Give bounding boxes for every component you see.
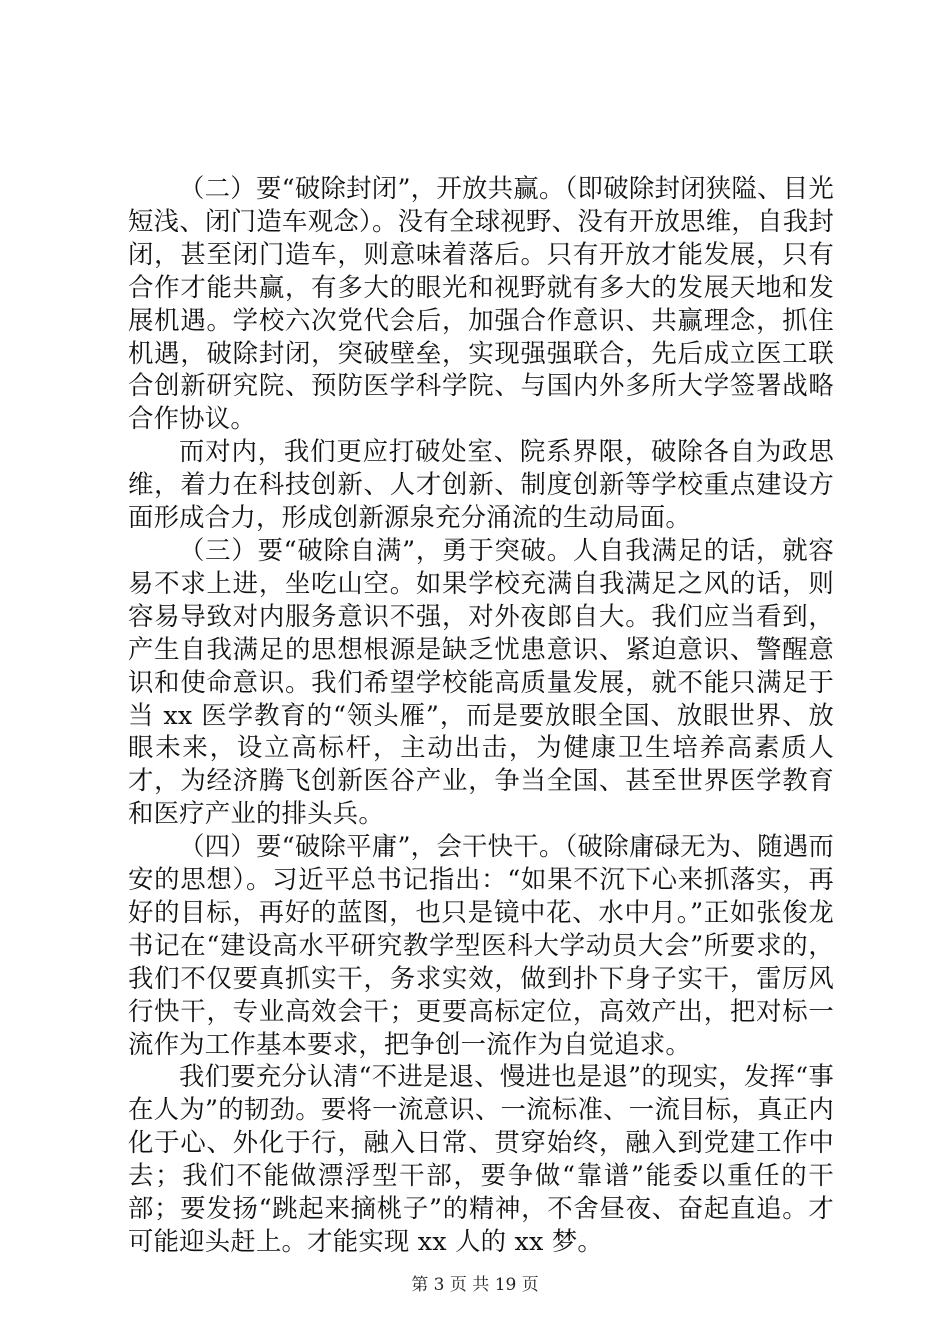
paragraph-break-mediocrity: （四）要“破除平庸”，会干快干。（破除庸碌无为、随遇而安的思想）。习近平总书记指出：“如果不沉下心来抓落实，再好的目标，再好的蓝图，也只是镜中花、水中月。”正如张俊龙书记在“建设高水平研究教学型医科大学动员大会”所要求的，我们不仅要真抓实干，务求实效，做到扑下身子实干，雷厉风行快干，专业高效会干；更要高标定位，高效产出，把对标一流作为工作基本要求，把争创一流作为自觉追求。: [128, 831, 834, 1059]
paragraph-break-closure: （二）要“破除封闭”，开放共赢。（即破除封闭狭隘、目光短浅、闭门造车观念）。没有全球视野、没有开放思维，自我封闭，甚至闭门造车，则意味着落后。只有开放才能发展，只有合作才能共赢，有多大的眼光和视野就有多大的发展天地和发展机遇。学校六次党代会后，加强合作意识、共赢理念，抓住机遇，破除封闭，突破壁垒，实现强强联合，先后成立医工联合创新研究院、预防医学科学院、与国内外多所大学签署战略合作协议。: [128, 173, 834, 434]
page-number-footer: 第 3 页 共 19 页: [411, 1275, 539, 1295]
document-body: [128, 172, 834, 1258]
paragraph-internal-cooperation: 而对内，我们更应打破处室、院系界限，破除各自为政思维，着力在科技创新、人才创新、制度创新等学校重点建设方面形成合力，形成创新源泉充分涌流的生动局面。: [128, 436, 834, 533]
paragraph-break-complacency: （三）要“破除自满”，勇于突破。人自我满足的话，就容易不求上进，坐吃山空。如果学校充满自我满足之风的话，则容易导致对内服务意识不强，对外夜郎自大。我们应当看到，产生自我满足的思想根源是缺乏忧患意识、紧迫意识、警醒意识和使命意识。我们希望学校能高质量发展，就不能只满足于当 xx 医学教育的“领头雁”，而是要放眼全国、放眼世界、放眼未来，设立高标杆，主动出击，为健康卫生培养高素质人才，为经济腾飞创新医谷产业，争当全国、甚至世界医学教育和医疗产业的排头兵。: [128, 534, 834, 829]
paragraph-first-class-goals: 我们要充分认清“不进是退、慢进也是退”的现实，发挥“事在人为”的韧劲。要将一流意识、一流标准、一流目标，真正内化于心、外化于行，融入日常、贯穿始终，融入到党建工作中去；我们不能做漂浮型干部，要争做“靠谱”能委以重任的干部；要发扬“跳起来摘桃子”的精神，不舍昼夜、奋起直追。才可能迎头赶上。才能实现 xx 人的 xx 梦。: [128, 1061, 834, 1256]
